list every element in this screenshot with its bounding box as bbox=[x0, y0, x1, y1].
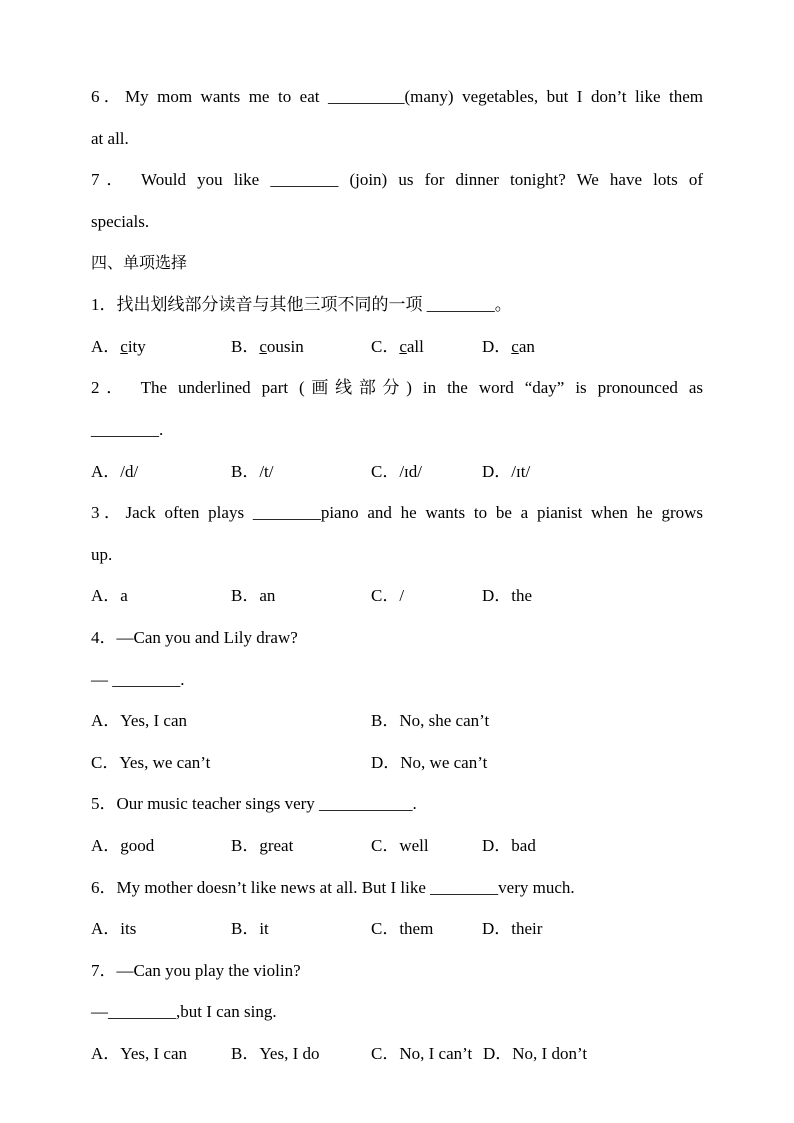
mc-question-7-option-d: D．No, I don’t bbox=[483, 1044, 588, 1063]
mc-question-5-option-a: A．good bbox=[91, 836, 155, 855]
mc-question-6-option-d: D．their bbox=[482, 919, 543, 938]
underlined-letter: c bbox=[399, 337, 407, 356]
mc-question-3-option-c: C．/ bbox=[371, 586, 405, 605]
mc-question-4-option-d: D．No, we can’t bbox=[371, 753, 488, 772]
mc-question-4-stem: 4．—Can you and Lily draw? bbox=[91, 628, 298, 647]
mc-question-3-option-b: B．an bbox=[231, 586, 276, 605]
mc-question-5-option-b: B．great bbox=[231, 836, 294, 855]
mc-question-2-option-d: D．/ɪt/ bbox=[482, 462, 531, 481]
mc-question-6-option-b: B．it bbox=[231, 919, 269, 938]
mc-question-2-stem-line2: ________. bbox=[91, 420, 164, 439]
mc-question-3-stem: 3．Jack often plays ________piano and he wants to be a pianist when he grows bbox=[91, 503, 703, 522]
mc-question-3-stem-line2: up. bbox=[91, 545, 113, 564]
option-rest: ity bbox=[127, 337, 146, 356]
mc-question-7-option-c: C．No, I can’t bbox=[371, 1044, 473, 1063]
mc-question-2-option-b: B．/t/ bbox=[231, 462, 274, 481]
fill-question-7-line1: 7． Would you like ________ (join) us for dinner tonight? We have lots of bbox=[91, 170, 703, 189]
mc-question-7-stem-line2: —________,but I can sing. bbox=[91, 1002, 277, 1021]
mc-question-3-option-d: D．the bbox=[482, 586, 533, 605]
option-rest: an bbox=[518, 337, 535, 356]
mc-question-6-option-a: A．its bbox=[91, 919, 137, 938]
mc-question-1-option-c bbox=[371, 336, 424, 358]
underlined-letter: c bbox=[120, 337, 128, 356]
mc-question-5-option-c: C．well bbox=[371, 836, 429, 855]
mc-question-4-stem-line2: — ________. bbox=[91, 670, 185, 689]
fill-question-6-line2: at all. bbox=[91, 129, 129, 148]
mc-question-1-option-b bbox=[231, 336, 304, 358]
mc-question-2-stem: 2． The underlined part (画线部分) in the word “day” is pronounced as bbox=[91, 378, 703, 397]
option-letter: A． bbox=[91, 337, 121, 356]
option-rest: all bbox=[406, 337, 424, 356]
underlined-letter: c bbox=[511, 337, 519, 356]
underlined-letter: c bbox=[259, 337, 267, 356]
option-rest: ousin bbox=[266, 337, 304, 356]
mc-question-3-option-a: A．a bbox=[91, 586, 128, 605]
mc-question-5-stem: 5．Our music teacher sings very ___________. bbox=[91, 794, 417, 813]
mc-question-4-option-a: A．Yes, I can bbox=[91, 711, 188, 730]
mc-question-2-option-c: C．/ɪd/ bbox=[371, 462, 423, 481]
mc-question-1-option-d bbox=[482, 336, 535, 358]
mc-question-6-option-c: C．them bbox=[371, 919, 434, 938]
mc-question-1-stem: 1．找出划线部分读音与其他三项不同的一项 ________。 bbox=[91, 295, 512, 314]
mc-question-7-stem: 7．—Can you play the violin? bbox=[91, 961, 301, 980]
option-letter: C． bbox=[371, 337, 400, 356]
mc-question-4-option-c: C．Yes, we can’t bbox=[91, 753, 211, 772]
fill-question-7-line2: specials. bbox=[91, 212, 150, 231]
mc-question-5-option-d: D．bad bbox=[482, 836, 536, 855]
mc-question-7-option-a: A．Yes, I can bbox=[91, 1044, 188, 1063]
mc-question-2-option-a: A．/d/ bbox=[91, 462, 139, 481]
mc-question-6-stem: 6．My mother doesn’t like news at all. But I like ________very much. bbox=[91, 878, 575, 897]
option-letter: B． bbox=[231, 337, 260, 356]
fill-question-6-line1: 6．My mom wants me to eat _________(many) vegetables, but I don’t like them bbox=[91, 87, 703, 106]
mc-question-4-option-b: B．No, she can’t bbox=[371, 711, 490, 730]
option-letter: D． bbox=[482, 337, 512, 356]
mc-question-7-option-b: B．Yes, I do bbox=[231, 1044, 320, 1063]
mc-question-1-option-a bbox=[91, 336, 146, 358]
section-heading: 四、单项选择 bbox=[91, 253, 188, 272]
